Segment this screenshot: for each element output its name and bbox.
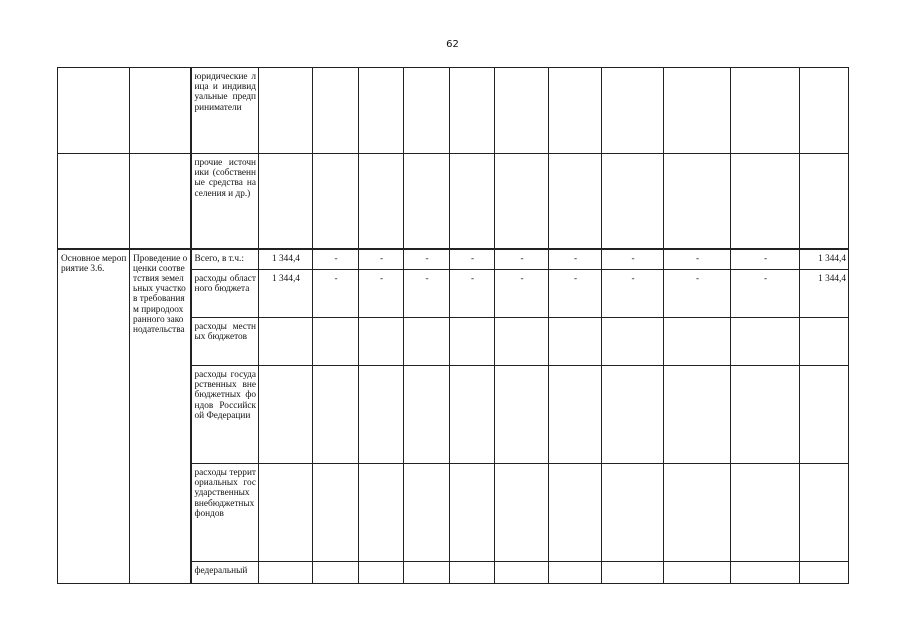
value-cell	[313, 366, 359, 464]
empty-cell	[58, 68, 130, 154]
value-cell	[800, 318, 849, 366]
value-cell	[313, 318, 359, 366]
table-row	[58, 68, 849, 154]
value-cell	[800, 562, 849, 584]
value-cell: -	[404, 249, 450, 270]
value-cell	[259, 464, 313, 562]
funding-table-body	[58, 68, 849, 584]
value-cell	[359, 464, 404, 562]
value-cell: 1 344,4	[800, 249, 849, 270]
value-cell	[450, 318, 495, 366]
empty-cell	[130, 154, 191, 249]
value-cell	[495, 154, 549, 249]
value-cell	[313, 154, 359, 249]
value-cell	[450, 68, 495, 154]
value-cell	[450, 464, 495, 562]
funding-source-label: расходы областного бюджета	[191, 270, 259, 318]
value-cell: -	[450, 270, 495, 318]
value-cell: -	[404, 270, 450, 318]
value-cell	[495, 68, 549, 154]
value-cell: -	[602, 270, 664, 318]
value-cell	[404, 562, 450, 584]
value-cell	[404, 154, 450, 249]
funding-source-label: расходы государственных внебюджетных фондов Российской Федерации	[191, 366, 259, 464]
value-cell: -	[313, 270, 359, 318]
funding-source-label: Всего, в т.ч.:	[191, 249, 259, 270]
value-cell	[731, 68, 800, 154]
empty-cell	[58, 154, 130, 249]
value-cell: -	[450, 249, 495, 270]
value-cell: -	[495, 249, 549, 270]
funding-source-label: юридические лица и индивидуальные предприниматели	[191, 68, 259, 154]
value-cell	[602, 464, 664, 562]
value-cell	[549, 318, 602, 366]
value-cell	[404, 464, 450, 562]
value-cell: -	[495, 270, 549, 318]
value-cell	[664, 154, 731, 249]
measure-code: Основное мероприятие 3.6.	[58, 249, 130, 584]
value-cell	[800, 366, 849, 464]
table-row	[58, 249, 849, 270]
empty-cell	[130, 68, 191, 154]
value-cell	[602, 68, 664, 154]
value-cell	[450, 154, 495, 249]
value-cell	[731, 154, 800, 249]
value-cell	[495, 562, 549, 584]
value-cell: -	[664, 249, 731, 270]
value-cell	[800, 68, 849, 154]
value-cell: -	[313, 249, 359, 270]
value-cell	[259, 318, 313, 366]
value-cell	[359, 562, 404, 584]
value-cell	[800, 154, 849, 249]
value-cell	[495, 366, 549, 464]
value-cell: -	[731, 270, 800, 318]
value-cell	[664, 366, 731, 464]
measure-title: Проведение оценки соответствия земельных участков требованиям природоохранного законодательства	[130, 249, 191, 584]
value-cell: 1 344,4	[259, 270, 313, 318]
value-cell: -	[731, 249, 800, 270]
value-cell	[731, 464, 800, 562]
value-cell	[313, 68, 359, 154]
value-cell	[602, 562, 664, 584]
value-cell	[731, 562, 800, 584]
value-cell: -	[602, 249, 664, 270]
value-cell	[664, 464, 731, 562]
value-cell: -	[359, 270, 404, 318]
value-cell	[549, 366, 602, 464]
table-row	[58, 154, 849, 249]
value-cell	[313, 562, 359, 584]
value-cell	[359, 366, 404, 464]
value-cell	[549, 562, 602, 584]
value-cell	[731, 366, 800, 464]
value-cell	[664, 68, 731, 154]
value-cell	[664, 562, 731, 584]
value-cell	[549, 154, 602, 249]
value-cell	[313, 464, 359, 562]
value-cell	[450, 562, 495, 584]
value-cell	[404, 366, 450, 464]
value-cell	[495, 464, 549, 562]
value-cell: 1 344,4	[259, 249, 313, 270]
value-cell	[602, 366, 664, 464]
funding-table	[57, 67, 849, 584]
value-cell	[259, 68, 313, 154]
value-cell	[259, 366, 313, 464]
value-cell	[549, 464, 602, 562]
value-cell	[404, 318, 450, 366]
value-cell	[359, 154, 404, 249]
value-cell	[549, 68, 602, 154]
value-cell	[495, 318, 549, 366]
value-cell: -	[664, 270, 731, 318]
page-number: 62	[446, 39, 459, 50]
value-cell	[404, 68, 450, 154]
value-cell: -	[549, 249, 602, 270]
funding-source-label: расходы территориальных государственных внебюджетных фондов	[191, 464, 259, 562]
funding-source-label: прочие источники (собственные средства населения и др.)	[191, 154, 259, 249]
funding-source-label: расходы местных бюджетов	[191, 318, 259, 366]
value-cell	[259, 154, 313, 249]
value-cell	[664, 318, 731, 366]
value-cell	[602, 154, 664, 249]
value-cell: 1 344,4	[800, 270, 849, 318]
value-cell	[359, 318, 404, 366]
value-cell	[731, 318, 800, 366]
value-cell	[359, 68, 404, 154]
value-cell: -	[549, 270, 602, 318]
value-cell	[259, 562, 313, 584]
value-cell	[602, 318, 664, 366]
value-cell	[450, 366, 495, 464]
value-cell	[800, 464, 849, 562]
value-cell: -	[359, 249, 404, 270]
funding-source-label: федеральный	[191, 562, 259, 584]
